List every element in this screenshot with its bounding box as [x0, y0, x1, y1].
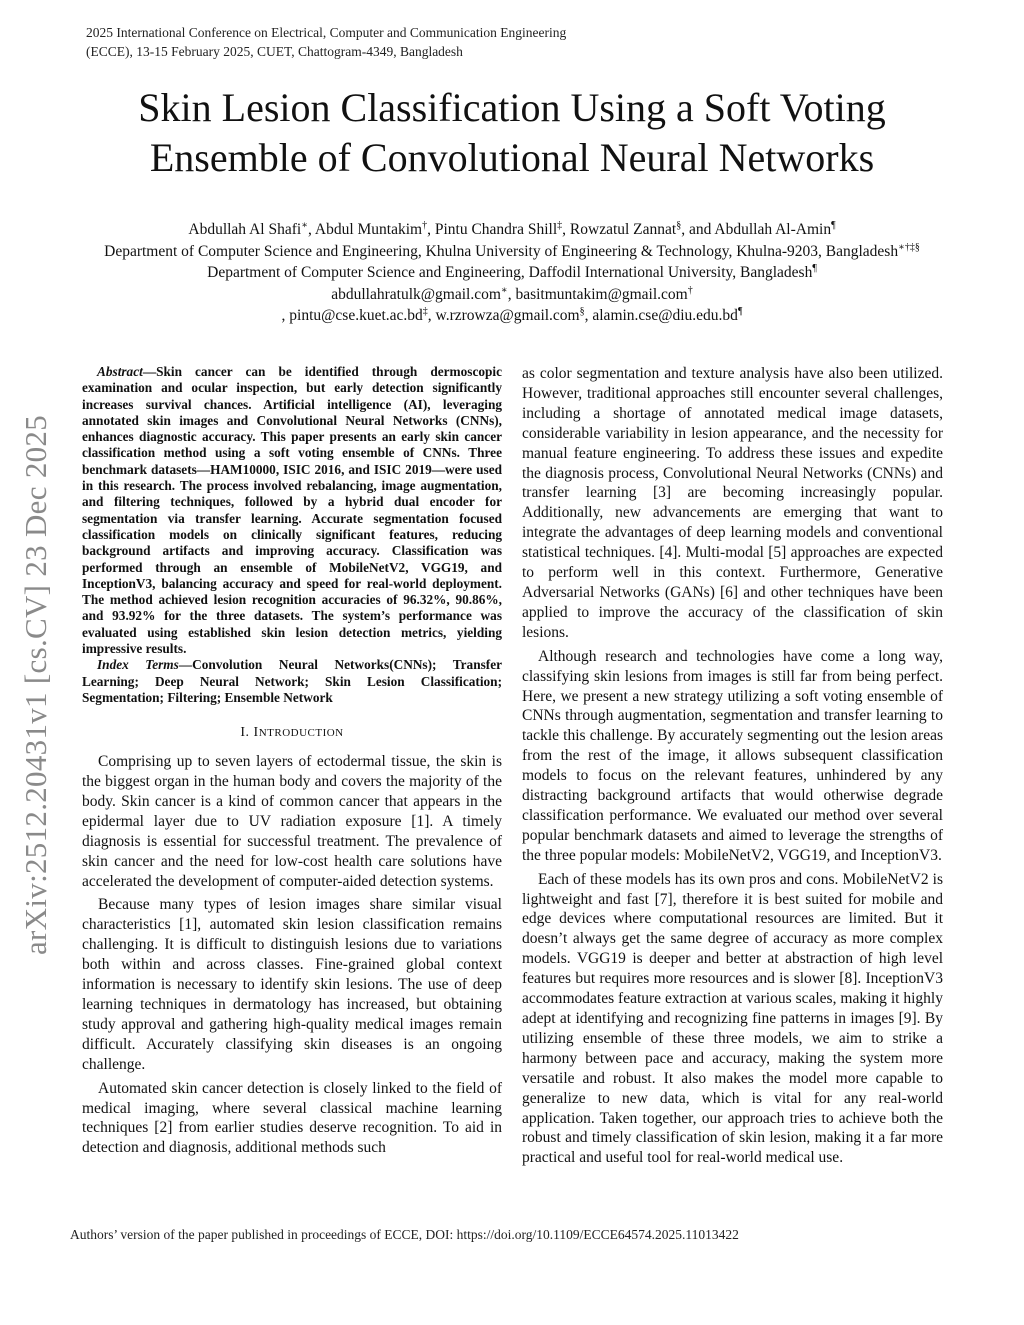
email: abdullahratulk@gmail.com: [331, 285, 501, 303]
author-name: Abdul Muntakim: [314, 221, 423, 238]
index-terms-label: Index Terms: [97, 657, 179, 673]
email: basitmuntakim@gmail.com: [515, 285, 688, 303]
email-line: [0, 305, 1024, 327]
left-column: [82, 364, 502, 1162]
affiliation: [0, 262, 1024, 284]
abstract-label: Abstract: [97, 364, 143, 379]
body-paragraph: Each of these models has its own pros and cons. MobileNetV2 is lightweight and fast [7], therefore it is best suited for mobile and edge devices where computational resources are limited. But it doesn’t always get the same degree of accuracy as more complex models. VGG19 is deeper and better at abstraction of high level features but requires more resources and is slower [8]. InceptionV3 accommodates feature extraction at various scales, making it highly adept at identifying and recognizing fine patterns in images [9]. By utilizing ensemble of these three models, we aim to strike a harmony between pace and accuracy, making the system more versatile and robust. It also makes the model more capable to generalize to new data, which is vital for any real-world application. Taken together, our approach tries to achieve both the robust and timely classification of skin lesion, making it a far more practical and useful tool for real-world medical use.: [522, 870, 943, 1167]
separator: ,: [507, 285, 516, 303]
separator: ,: [307, 221, 315, 238]
author-mark: ∗: [301, 220, 308, 231]
separator: ,: [427, 221, 435, 238]
separator: ,: [281, 307, 290, 324]
author-mark: ¶: [831, 220, 836, 231]
email-mark: ‡: [422, 306, 428, 317]
separator: ,: [562, 221, 570, 238]
email-mark: ∗: [500, 284, 508, 296]
affiliation: [0, 241, 1024, 263]
author-name: Abdullah Al-Amin: [714, 221, 832, 238]
separator: ,: [427, 307, 436, 324]
separator: , and: [681, 221, 715, 238]
conference-header: [86, 23, 566, 61]
author-mark: ‡: [557, 220, 563, 231]
abstract-text: —Skin cancer can be identified through dermoscopic examination and ocular inspection, but early detection significantly increases survival chances. Artificial intelligence (AI), leveraging annotated skin images and Convolutional Neural Networks (CNNs), enhances diagnostic accuracy. This paper presents an early skin cancer classification method using a soft voting ensemble of CNNs. Three benchmark datasets—HAM10000, ISIC 2016, and ISIC 2019—were used in this research. The process involved rebalancing, image augmentation, and filtering techniques, followed by a hybrid dual encoder for segmentation via transfer learning. Accurate segmentation focused classification models on clinically significant features, reducing background artifacts and improving accuracy. Classification was performed through an ensemble of MobileNetV2, VGG19, and InceptionV3, balancing accuracy and speed for real-world deployment. The method achieved lesion recognition accuracies of 96.32%, 90.86%, and 93.92% for the three datasets. The system’s performance was evaluated using established skin lesion detection metrics, yielding impressive results.: [82, 364, 502, 657]
author-list: [0, 219, 1024, 241]
body-paragraph: Because many types of lesion images share similar visual characteristics [1], automated skin lesion classification remains challenging. It is difficult to distinguish lesions due to variations both within and across classes. Fine-grained global context information is necessary to identify skin lesions. The use of deep learning techniques in dermatology has increased, but obtaining study approval and gathering high-quality medical images remain difficult. Accurately classifying skin diseases is an ongoing challenge.: [82, 896, 502, 1073]
author-name: Abdullah Al Shafi: [188, 221, 302, 238]
email: w.rzrowza@gmail.com: [435, 307, 580, 324]
body-paragraph: as color segmentation and texture analysis have also been utilized. However, traditional approaches still encounter several challenges, including a shortage of annotated medical image datasets, considerable variability in lesion appearance, and the necessity for manual feature engineering. To address these issues and expedite the diagnosis process, Convolutional Neural Networks (CNNs) and transfer learning [3] are becoming increasingly popular. Additionally, new advancements are emerging that want to integrate the advantages of deep learning models and conventional statistical techniques. [4]. Multi-modal [5] approaches are expected to perform well in this context. Furthermore, Generative Adversarial Networks (GANs) [6] and other techniques have been applied to improve the accuracy of the classification of skin lesions.: [522, 365, 943, 641]
body-paragraph: Automated skin cancer detection is closely linked to the field of medical imaging, where several classical machine learning techniques [2] from earlier studies deserve recognition. To aid in detection and diagnosis, additional methods such: [82, 1079, 502, 1157]
email: alamin.cse@diu.edu.bd: [592, 307, 738, 324]
section-first-letter: I: [253, 725, 259, 741]
abstract: [82, 364, 502, 657]
title-line: Skin Lesion Classification Using a Soft Voting: [138, 85, 886, 130]
separator: ,: [584, 307, 593, 324]
author-name: Rowzatul Zannat: [569, 221, 677, 238]
email-mark: ¶: [737, 306, 743, 317]
affiliation-marks: ¶: [812, 263, 817, 274]
index-terms: [82, 657, 502, 706]
index-terms-text: —Convolution Neural Networks(CNNs); Transfer Learning; Deep Neural Network; Skin Lesion Classification; Segmentation; Filtering; Ensemble Network: [82, 657, 502, 705]
author-name: Pintu Chandra Shill: [434, 221, 558, 238]
author-mark: §: [676, 220, 682, 231]
email-mark: †: [687, 284, 693, 296]
author-block: [0, 219, 1024, 327]
conference-line: 2025 International Conference on Electrical, Computer and Communication Engineering: [86, 25, 567, 40]
body-paragraph: Comprising up to seven layers of ectodermal tissue, the skin is the biggest organ in the human body and covers the majority of the body. Skin cancer is a kind of common cancer that appears in the epidermal layer due to UV radiation exposure [1]. A timely diagnosis is essential for successful treatment. The prevalence of skin cancer and the need for low-cost health care solutions have accelerated the development of computer-aided detection systems.: [82, 753, 502, 890]
footer-note: Authors’ version of the paper published in proceedings of ECCE, DOI: https://doi.org/10.1109/ECCE64574.2025.11013422: [70, 1227, 739, 1242]
body-paragraph: Although research and technologies have come a long way, classifying skin lesions from images is still far from being perfect. Here, we present a new strategy utilizing a soft voting ensemble of CNNs through augmentation, segmentation and transfer learning to tackle this challenge. By accurately segmenting out the lesion areas from the rest of the image, it allows subsequent classification models to focus on the relevant features, unhindered by any distracting background artifacts that would otherwise degrade classification performance. We evaluated our method over several popular benchmark datasets and aimed to leverage the strengths of the three popular models: MobileNetV2, VGG19, and InceptionV3.: [522, 647, 943, 864]
title-line: Ensemble of Convolutional Neural Networks: [149, 135, 875, 180]
email-mark: §: [579, 306, 585, 317]
section-title-rest: NTRODUCTION: [258, 727, 344, 740]
email: pintu@cse.kuet.ac.bd: [289, 307, 423, 324]
section-number: I.: [240, 725, 254, 741]
affiliation-marks: ∗†‡§: [898, 241, 920, 253]
conference-line: (ECCE), 13-15 February 2025, CUET, Chattogram-4349, Bangladesh: [86, 44, 463, 59]
affiliation-text: Department of Computer Science and Engineering, Daffodil International University, Bangladesh: [207, 264, 813, 281]
author-mark: †: [422, 220, 428, 231]
paper-title: [0, 83, 1024, 183]
right-column: [522, 364, 943, 1172]
section-heading: [82, 723, 502, 744]
email-line: [0, 284, 1024, 306]
affiliation-text: Department of Computer Science and Engineering, Khulna University of Engineering & Technology, Khulna-9203, Bangladesh: [104, 242, 899, 260]
arxiv-identifier: arXiv:2512.20431v1 [cs.CV] 23 Dec 2025: [18, 414, 53, 955]
